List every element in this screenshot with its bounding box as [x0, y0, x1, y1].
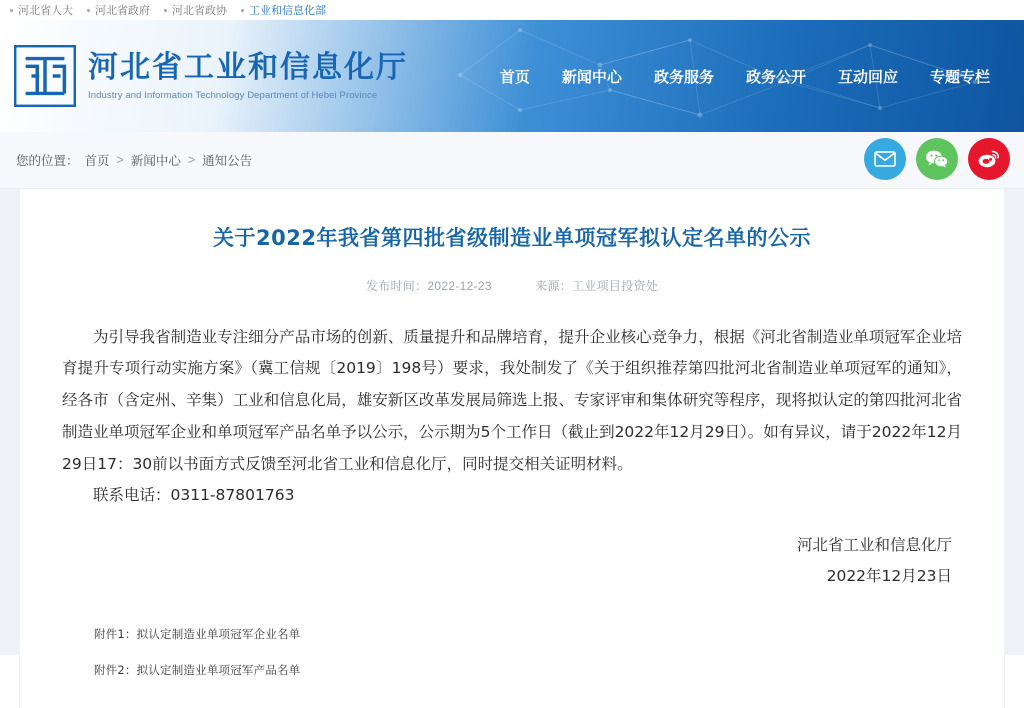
page-body: [0, 189, 1024, 678]
signature-org: 河北省工业和信息化厅: [796, 536, 952, 555]
source-label: 来源：: [535, 278, 572, 293]
breadcrumb-item-0[interactable]: 首页: [84, 154, 110, 168]
bullet-icon: [87, 9, 90, 12]
source-value: 工业项目投资处: [571, 278, 659, 293]
article-contact-line: 联系电话：0311-87801763: [93, 486, 295, 505]
article-card: [20, 189, 1004, 708]
nav-item-home[interactable]: 首页: [499, 68, 530, 86]
breadcrumb-bar: [0, 132, 1024, 189]
article-body: [62, 322, 962, 513]
main-nav: [484, 66, 1006, 87]
weibo-icon[interactable]: [968, 138, 1010, 180]
bullet-icon: [10, 9, 13, 12]
nav-item-services[interactable]: 政务服务: [653, 68, 714, 86]
breadcrumb-item-2[interactable]: 通知公告: [202, 154, 253, 168]
toplink-1[interactable]: [87, 2, 150, 18]
wechat-glyph-icon: [925, 149, 949, 169]
hebei-iit-logo-icon[interactable]: [14, 45, 76, 107]
bullet-icon: [241, 9, 244, 12]
social-share-group: [864, 138, 1010, 180]
article-meta: [62, 277, 962, 294]
nav-item-disclosure[interactable]: 政务公开: [745, 68, 806, 86]
toplink-label: 河北省政协: [172, 5, 227, 17]
nav-item-interaction[interactable]: 互动回应: [837, 68, 898, 86]
bullet-icon: [164, 9, 167, 12]
weibo-glyph-icon: [977, 149, 1001, 169]
toplink-label: 河北省人大: [18, 5, 73, 17]
attachment-list: [62, 626, 962, 678]
site-title-en: Industry and Information Technology Department of Hebei Province: [88, 89, 378, 101]
breadcrumb-separator: >: [116, 153, 124, 167]
breadcrumb-label: 您的位置：: [16, 154, 79, 168]
toplink-label: 工业和信息化部: [249, 5, 326, 17]
site-title-block: [88, 51, 408, 101]
signature-date: 2022年12月23日: [826, 567, 952, 586]
toplink-0[interactable]: [10, 2, 73, 18]
wechat-icon[interactable]: [916, 138, 958, 180]
attachment-item[interactable]: 附件1：拟认定制造业单项冠军企业名单: [94, 627, 301, 642]
attachment-item[interactable]: 附件2：拟认定制造业单项冠军产品名单: [94, 663, 301, 678]
publish-date: 2022-12-23: [427, 278, 492, 293]
mail-glyph-icon: [874, 151, 896, 167]
publish-label: 发布时间：: [365, 278, 428, 293]
toplink-3[interactable]: [241, 2, 326, 18]
site-header-banner: [0, 20, 1024, 132]
mail-icon[interactable]: [864, 138, 906, 180]
top-link-bar: [0, 0, 1024, 20]
article-paragraph: 为引导我省制造业专注细分产品市场的创新、质量提升和品牌培育，提升企业核心竞争力，根据《河北省制造业单项冠军企业培育提升专项行动实施方案》（冀工信规〔2019〕198号）要求，我处制发了《关于组织推荐第四批河北省制造业单项冠军的通知》，经各市（含定州、辛集）工业和信息化局，雄安新区改革发展局筛选上报、专家评审和集体研究等程序，现将拟认定的第四批河北省制造业单项冠军企业和单项冠军产品名单予以公示，公示期为5个工作日（截止到2022年12月29日）。如有异议，请于2022年12月29日17：30前以书面方式反馈至河北省工业和信息化厅，同时提交相关证明材料。: [62, 327, 962, 473]
toplink-2[interactable]: [164, 2, 227, 18]
nav-item-news[interactable]: 新闻中心: [561, 68, 622, 86]
article-signature: [62, 530, 962, 592]
breadcrumb-separator: >: [187, 153, 196, 167]
breadcrumb-item-1[interactable]: 新闻中心: [130, 154, 181, 168]
page-title: 关于2022年我省第四批省级制造业单项冠军拟认定名单的公示: [213, 226, 811, 250]
toplink-label: 河北省政府: [95, 5, 150, 17]
site-title-cn: 河北省工业和信息化厅: [88, 50, 408, 86]
nav-item-topics[interactable]: 专题专栏: [929, 68, 990, 86]
